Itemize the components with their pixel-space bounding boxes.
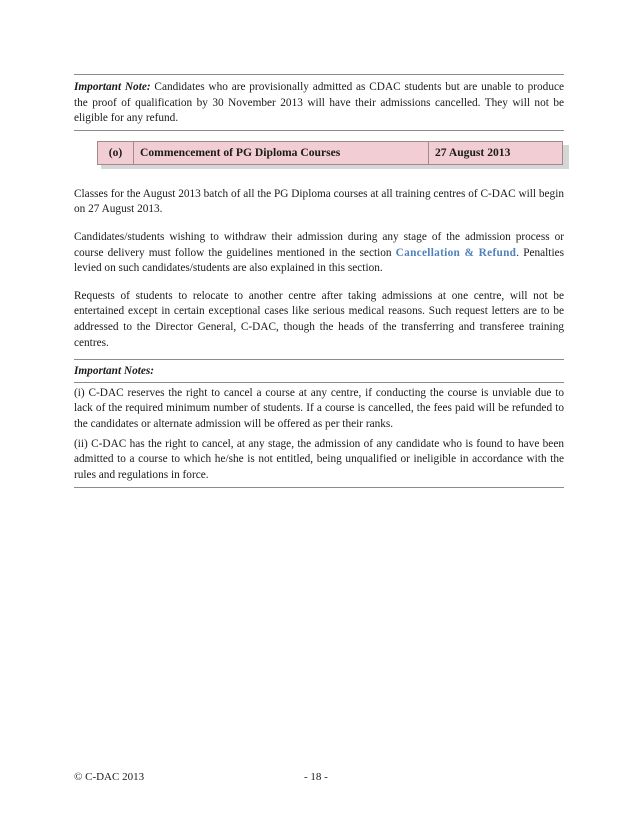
note-bottom-divider — [74, 130, 564, 131]
paragraph-withdraw — [74, 230, 564, 277]
paragraph-classes: Classes for the August 2013 batch of all the PG Diploma courses at all training centres of C-DAC will begin on 27 August 2013. — [74, 187, 564, 216]
banner-heading: Commencement of PG Diploma Courses — [134, 142, 429, 164]
important-note-text: Candidates who are provisionally admitted as CDAC students but are unable to produce the proof of qualification by 30 November 2013 will have their admissions cancelled. They will not be eligible for any refund. — [74, 81, 565, 125]
note-item-2: (ii) C-DAC has the right to cancel, at any stage, the admission of any candidate who is found to have been admitted to a course to which he/she is not entitled, being unqualified or ineligible in accordance with the rules and regulations in force. — [74, 437, 564, 481]
important-notes-section — [74, 359, 564, 488]
banner-item-number: (o) — [98, 142, 134, 164]
important-note-label: Important Note: — [74, 81, 151, 93]
important-note — [74, 75, 564, 130]
important-notes-title: Important Notes: — [74, 365, 155, 378]
banner-table — [97, 141, 563, 165]
paragraph-relocation: Requests of students to relocate to another centre after taking admissions at one centre, will not be entertained except in certain exceptional cases like serious medical reasons. Such request letters are to be addressed to the Director General, C-DAC, though the heads of the transferring and transferee training centres. — [74, 289, 564, 349]
paragraph-withdraw-text-after: . Penalties levied on such candidates/students are also explained in this section. — [74, 246, 564, 275]
document-page — [74, 74, 564, 488]
cancellation-refund-link[interactable]: Cancellation & Refund — [395, 246, 517, 259]
banner-date: 27 August 2013 — [435, 145, 511, 159]
important-notes-body — [74, 383, 564, 488]
section-banner — [97, 141, 569, 169]
notes-bottom-divider — [74, 487, 564, 488]
paragraph-withdraw-text-before: Candidates/students wishing to withdraw their admission during any stage of the admission process or course delivery must follow the guidelines mentioned in the section — [74, 230, 564, 259]
note-item-1: (i) C-DAC reserves the right to cancel a course at any centre, if conducting the course is unviable due to lack of the required minimum number of students. If a course is cancelled, the fees paid will be refunded to the candidates or alternate admission will be offered as per their ranks. — [74, 386, 564, 430]
footer-copyright: © C-DAC 2013 — [74, 771, 145, 783]
footer-page-number: - 18 - — [304, 771, 328, 783]
